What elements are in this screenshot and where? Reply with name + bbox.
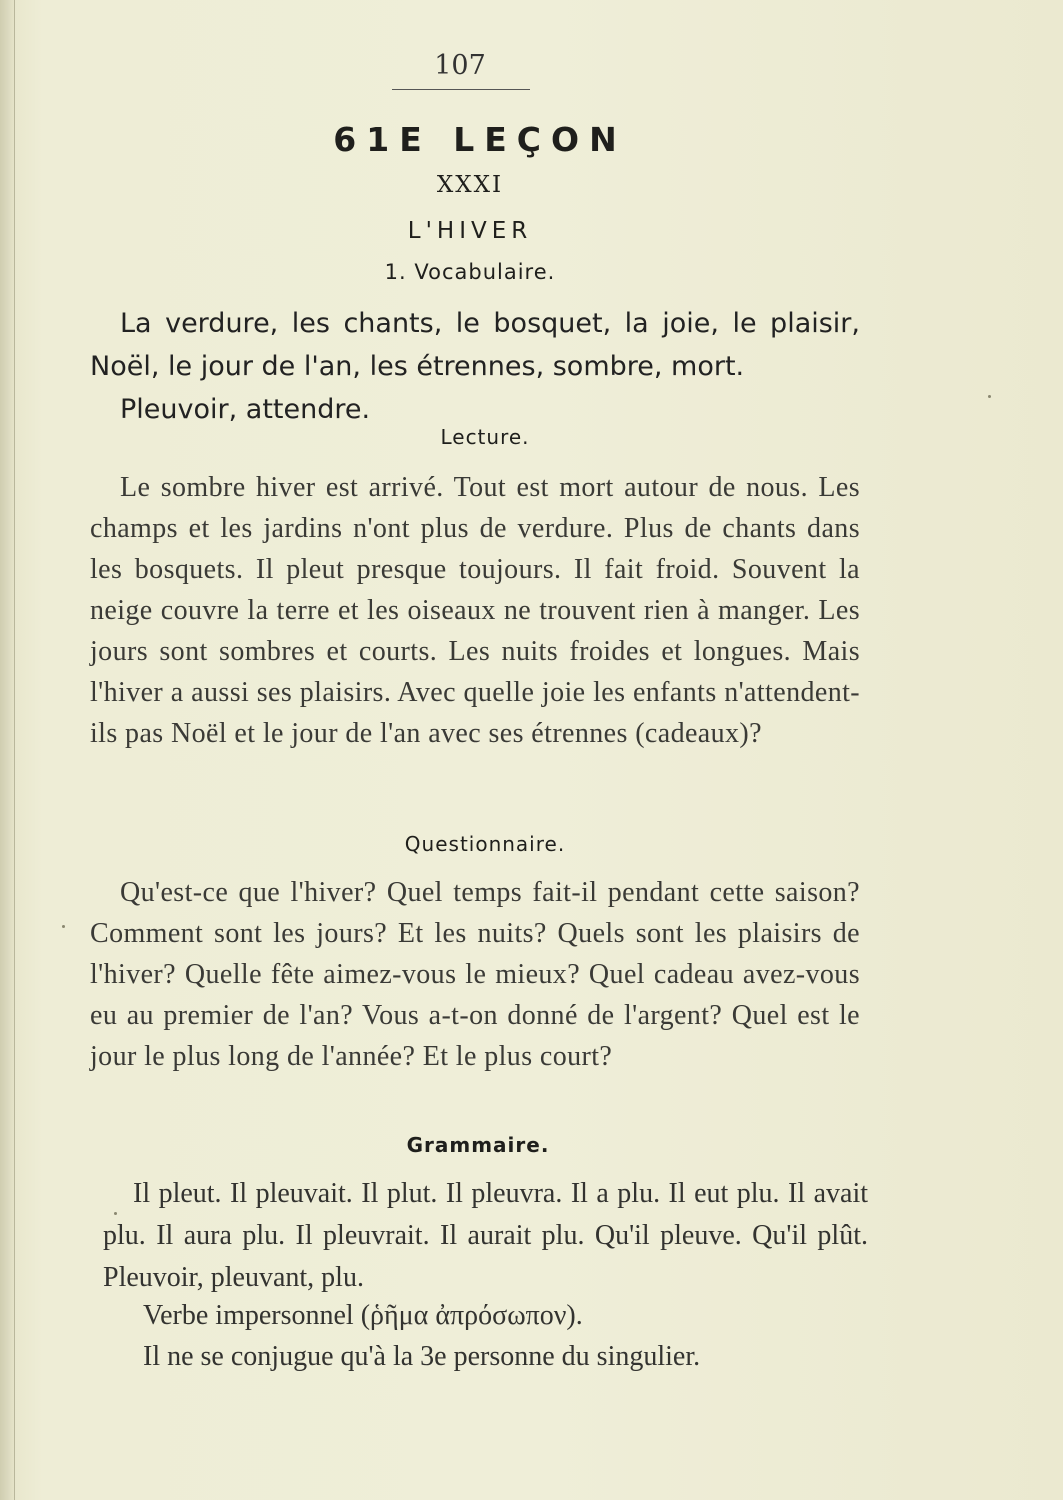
paper-speck	[62, 925, 65, 928]
page-number: 107	[434, 50, 486, 81]
page-binding-edge	[0, 0, 15, 1500]
paper-speck	[114, 1212, 117, 1215]
vocabulary-words: La verdure, les chants, le bosquet, la joie, le plaisir, Noël, le jour de l'an, les étrennes, sombre, mort.	[90, 308, 860, 382]
questionnaire-heading: Questionnaire.	[404, 832, 566, 856]
grammar-note-third-person: Il ne se conjugue qu'à la 3e personne du singulier.	[143, 1341, 701, 1372]
grammar-note-impersonal: Verbe impersonnel (ῥῆμα ἀπρόσωπον).	[143, 1300, 583, 1331]
lesson-roman-numeral: XXXI	[436, 172, 504, 198]
grammar-heading: Grammaire.	[406, 1133, 550, 1157]
questionnaire-text: Qu'est-ce que l'hiver? Quel temps fait-il pendant cette saison? Comment sont les jours? Et les nuits? Quels sont les plaisirs de l'hiver? Quelle fête aimez-vous le mieux? Quel cadeau avez-vous eu au premier de l'an? Vous a-t-on donné de l'argent? Quel est le jour le plus long de l'année? Et le plus court?	[90, 877, 860, 1072]
vocabulary-verbs: Pleuvoir, attendre.	[120, 394, 371, 425]
lecture-heading: Lecture.	[440, 425, 530, 449]
vocabulary-heading: 1. Vocabulaire.	[384, 260, 556, 284]
lecture-text: Le sombre hiver est arrivé. Tout est mort autour de nous. Les champs et les jardins n'ont plus de verdure. Plus de chants dans les bosquets. Il pleut presque toujours. Il fait froid. Souvent la neige couvre la terre et les oiseaux ne trouvent rien à manger. Les jours sont sombres et courts. Les nuits froides et longues. Mais l'hiver a aussi ses plaisirs. Avec quelle joie les enfants n'attendent-ils pas Noël et le jour de l'an avec ses étrennes (cadeaux)?	[90, 472, 860, 749]
lesson-title: 61E LEÇON	[333, 120, 627, 159]
section-title: L'HIVER	[407, 218, 533, 244]
paper-speck	[988, 395, 991, 398]
grammar-conjugation: Il pleut. Il pleuvait. Il plut. Il pleuvra. Il a plu. Il eut plu. Il avait plu. Il aura plu. Il pleuvrait. Il aurait plu. Qu'il pleuve. Qu'il plût. Pleuvoir, pleuvant, plu.	[103, 1178, 868, 1293]
page-number-rule	[392, 89, 530, 90]
